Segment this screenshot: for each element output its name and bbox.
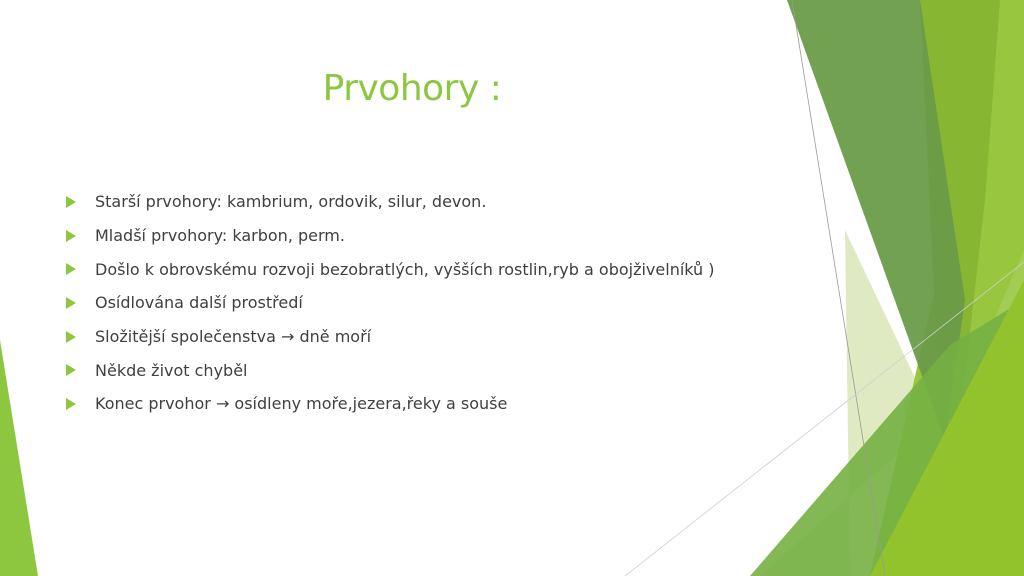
- triangle-right-icon: [66, 230, 76, 242]
- triangle-right-icon: [66, 263, 76, 275]
- list-item: Starší prvohory: kambrium, ordovik, silur, devon.: [64, 185, 715, 219]
- list-item: Mladší prvohory: karbon, perm.: [64, 219, 715, 253]
- left-green-strip: [0, 340, 38, 576]
- list-item: Došlo k obrovskému rozvoji bezobratlých, vyšších rostlin,ryb a obojživelníků ): [64, 252, 715, 286]
- slide-title: Prvohory :: [322, 68, 502, 109]
- list-item: Osídlována další prostředí: [64, 286, 715, 320]
- list-item: Konec prvohor → osídleny moře,jezera,řeky a souše: [64, 387, 715, 421]
- list-item: Složitější společenstva → dně moří: [64, 320, 715, 354]
- triangle-right-icon: [66, 196, 76, 208]
- list-item: Někde život chyběl: [64, 353, 715, 387]
- triangle-right-icon: [66, 297, 76, 309]
- triangle-right-icon: [66, 331, 76, 343]
- triangle-right-icon: [66, 364, 76, 376]
- bullet-list: [64, 185, 715, 421]
- triangle-right-icon: [66, 398, 76, 410]
